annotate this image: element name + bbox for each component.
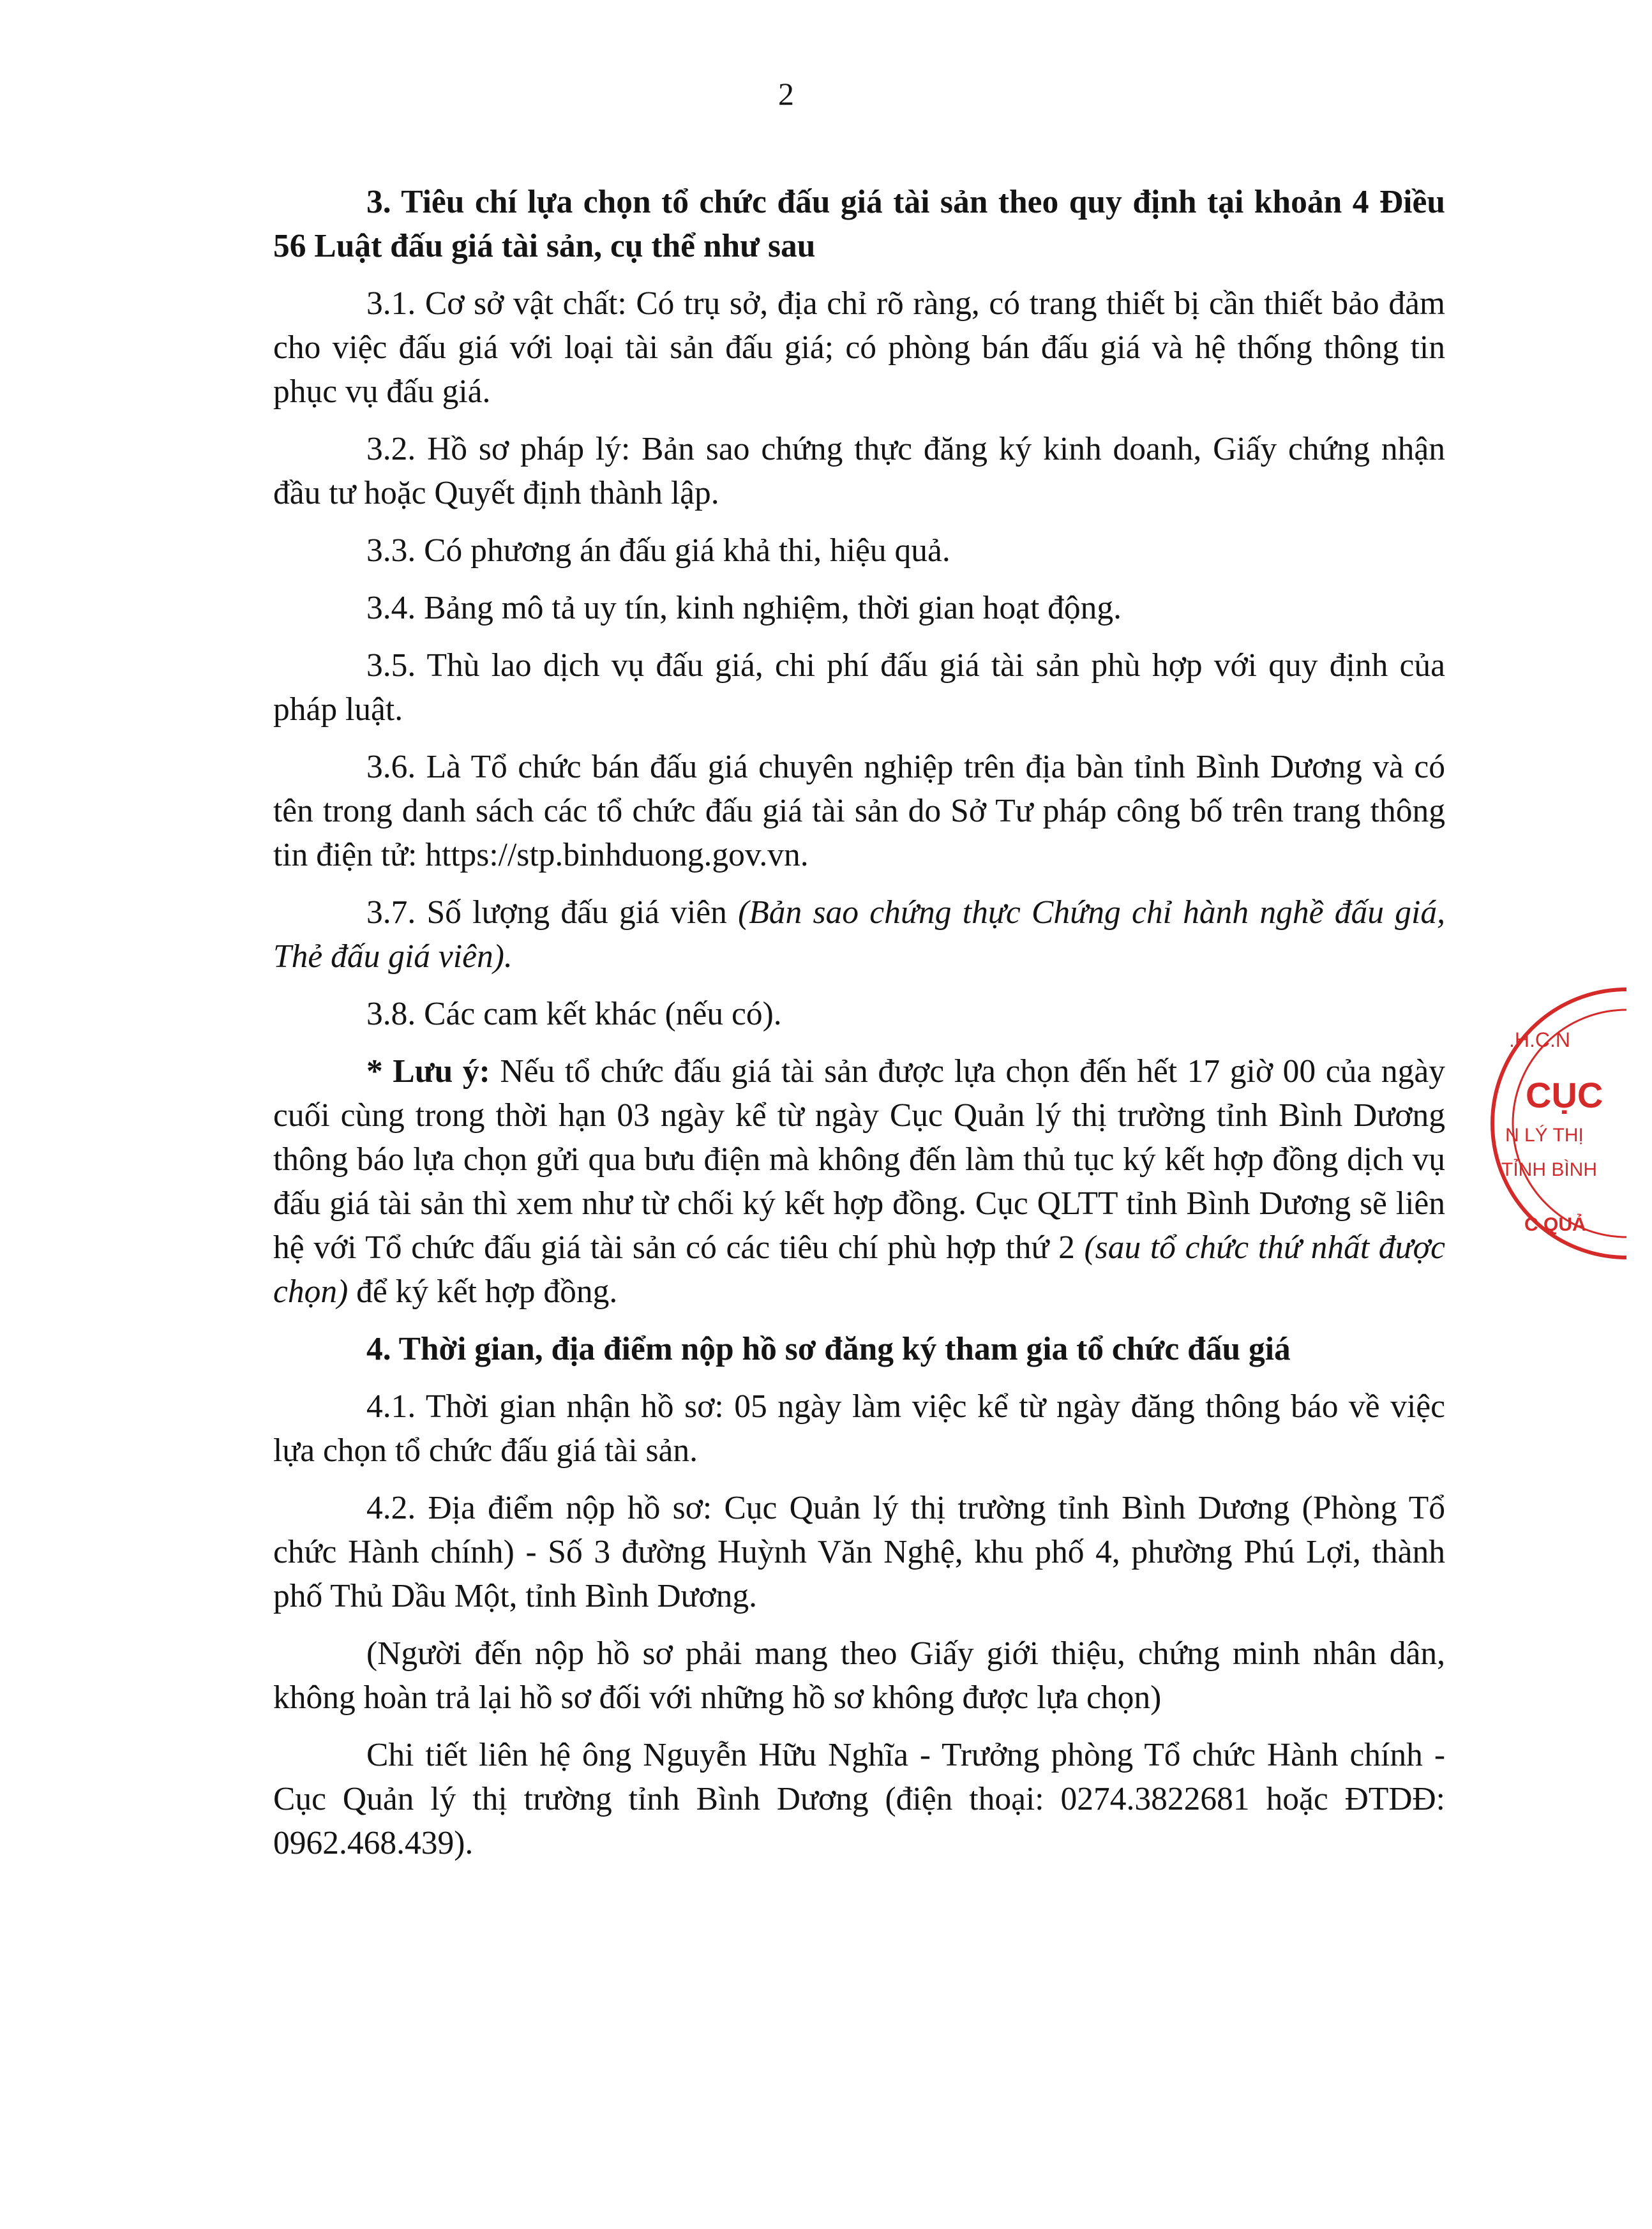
contact-paragraph: Chi tiết liên hệ ông Nguyễn Hữu Nghĩa - Trưởng phòng Tổ chức Hành chính - Cục Quản lý thị trường tỉnh Bình Dương (điện thoại: 0274.3822681 hoặc ĐTDĐ: 0962.468.439). (273, 1737, 1445, 1861)
stamp-line-4: TỈNH BÌNH (1501, 1159, 1597, 1180)
stamp-line-2: CỤC (1526, 1075, 1603, 1115)
item-3-5: 3.5. Thù lao dịch vụ đấu giá, chi phí đấu giá tài sản phù hợp với quy định của pháp luật. (273, 647, 1445, 728)
note-label: * Lưu ý: (366, 1053, 490, 1090)
note-tail: để ký kết hợp đồng. (348, 1273, 618, 1310)
item-3-7-italic: (Bản sao chứng thực Chứng chỉ hành nghề đấu giá, Thẻ đấu giá viên). (273, 894, 1445, 975)
note-italic: (sau tổ chức thứ nhất được chọn) (273, 1229, 1445, 1310)
item-4-1: 4.1. Thời gian nhận hồ sơ: 05 ngày làm việc kể từ ngày đăng thông báo về việc lựa chọn tổ chức đấu giá tài sản. (273, 1388, 1445, 1469)
official-seal-stamp (1499, 977, 1652, 1270)
item-3-7-text: 3.7. Số lượng đấu giá viên (366, 894, 739, 931)
note-text: Nếu tổ chức đấu giá tài sản được lựa chọn đến hết 17 giờ 00 của ngày cuối cùng trong thời hạn 03 ngày kể từ ngày Cục Quản lý thị trường tỉnh Bình Dương thông báo lựa chọn gửi qua bưu điện mà không đến làm thủ tục ký kết hợp đồng dịch vụ đấu giá tài sản thì xem như từ chối ký kết hợp đồng. Cục QLTT tỉnh Bình Dương sẽ liên hệ với Tổ chức đấu giá tài sản có các tiêu chí phù hợp thứ 2 (273, 1053, 1445, 1266)
section-4-heading: 4. Thời gian, địa điểm nộp hồ sơ đăng ký tham gia tổ chức đấu giá (366, 1331, 1291, 1367)
item-3-4: 3.4. Bảng mô tả uy tín, kinh nghiệm, thời gian hoạt động. (366, 590, 1122, 626)
stamp-line-5: C QUẢ (1524, 1214, 1586, 1235)
item-4-2: 4.2. Địa điểm nộp hồ sơ: Cục Quản lý thị trường tỉnh Bình Dương (Phòng Tổ chức Hành chính) - Số 3 đường Huỳnh Văn Nghệ, khu phố 4, phường Phú Lợi, thành phố Thủ Dầu Một, tỉnh Bình Dương. (273, 1490, 1445, 1614)
item-4-note: (Người đến nộp hồ sơ phải mang theo Giấy giới thiệu, chứng minh nhân dân, không hoàn trả lại hồ sơ đối với những hồ sơ không được lựa chọn) (273, 1635, 1445, 1716)
item-3-3: 3.3. Có phương án đấu giá khả thi, hiệu quả. (366, 532, 950, 569)
document-body (273, 180, 1445, 1879)
page-number: 2 (778, 76, 794, 112)
section-3-heading: 3. Tiêu chí lựa chọn tổ chức đấu giá tài sản theo quy định tại khoản 4 Điều 56 Luật đấu giá tài sản, cụ thể như sau (273, 184, 1445, 264)
note-paragraph (273, 1049, 1445, 1314)
item-3-8: 3.8. Các cam kết khác (nếu có). (366, 996, 782, 1032)
item-3-2: 3.2. Hồ sơ pháp lý: Bản sao chứng thực đăng ký kinh doanh, Giấy chứng nhận đầu tư hoặc Quyết định thành lập. (273, 431, 1445, 511)
stamp-line-1: .H.C.N (1509, 1028, 1570, 1051)
item-3-1: 3.1. Cơ sở vật chất: Có trụ sở, địa chỉ rõ ràng, có trang thiết bị cần thiết bảo đảm cho việc đấu giá với loại tài sản đấu giá; có phòng bán đấu giá và hệ thống thông tin phục vụ đấu giá. (273, 285, 1445, 410)
item-3-7 (273, 890, 1445, 979)
stamp-line-3: N LÝ THỊ (1505, 1125, 1584, 1146)
item-3-6: 3.6. Là Tổ chức bán đấu giá chuyên nghiệp trên địa bàn tỉnh Bình Dương và có tên trong danh sách các tổ chức đấu giá tài sản do Sở Tư pháp công bố trên trang thông tin điện tử: https://stp.binhduong.gov.vn. (273, 749, 1445, 873)
